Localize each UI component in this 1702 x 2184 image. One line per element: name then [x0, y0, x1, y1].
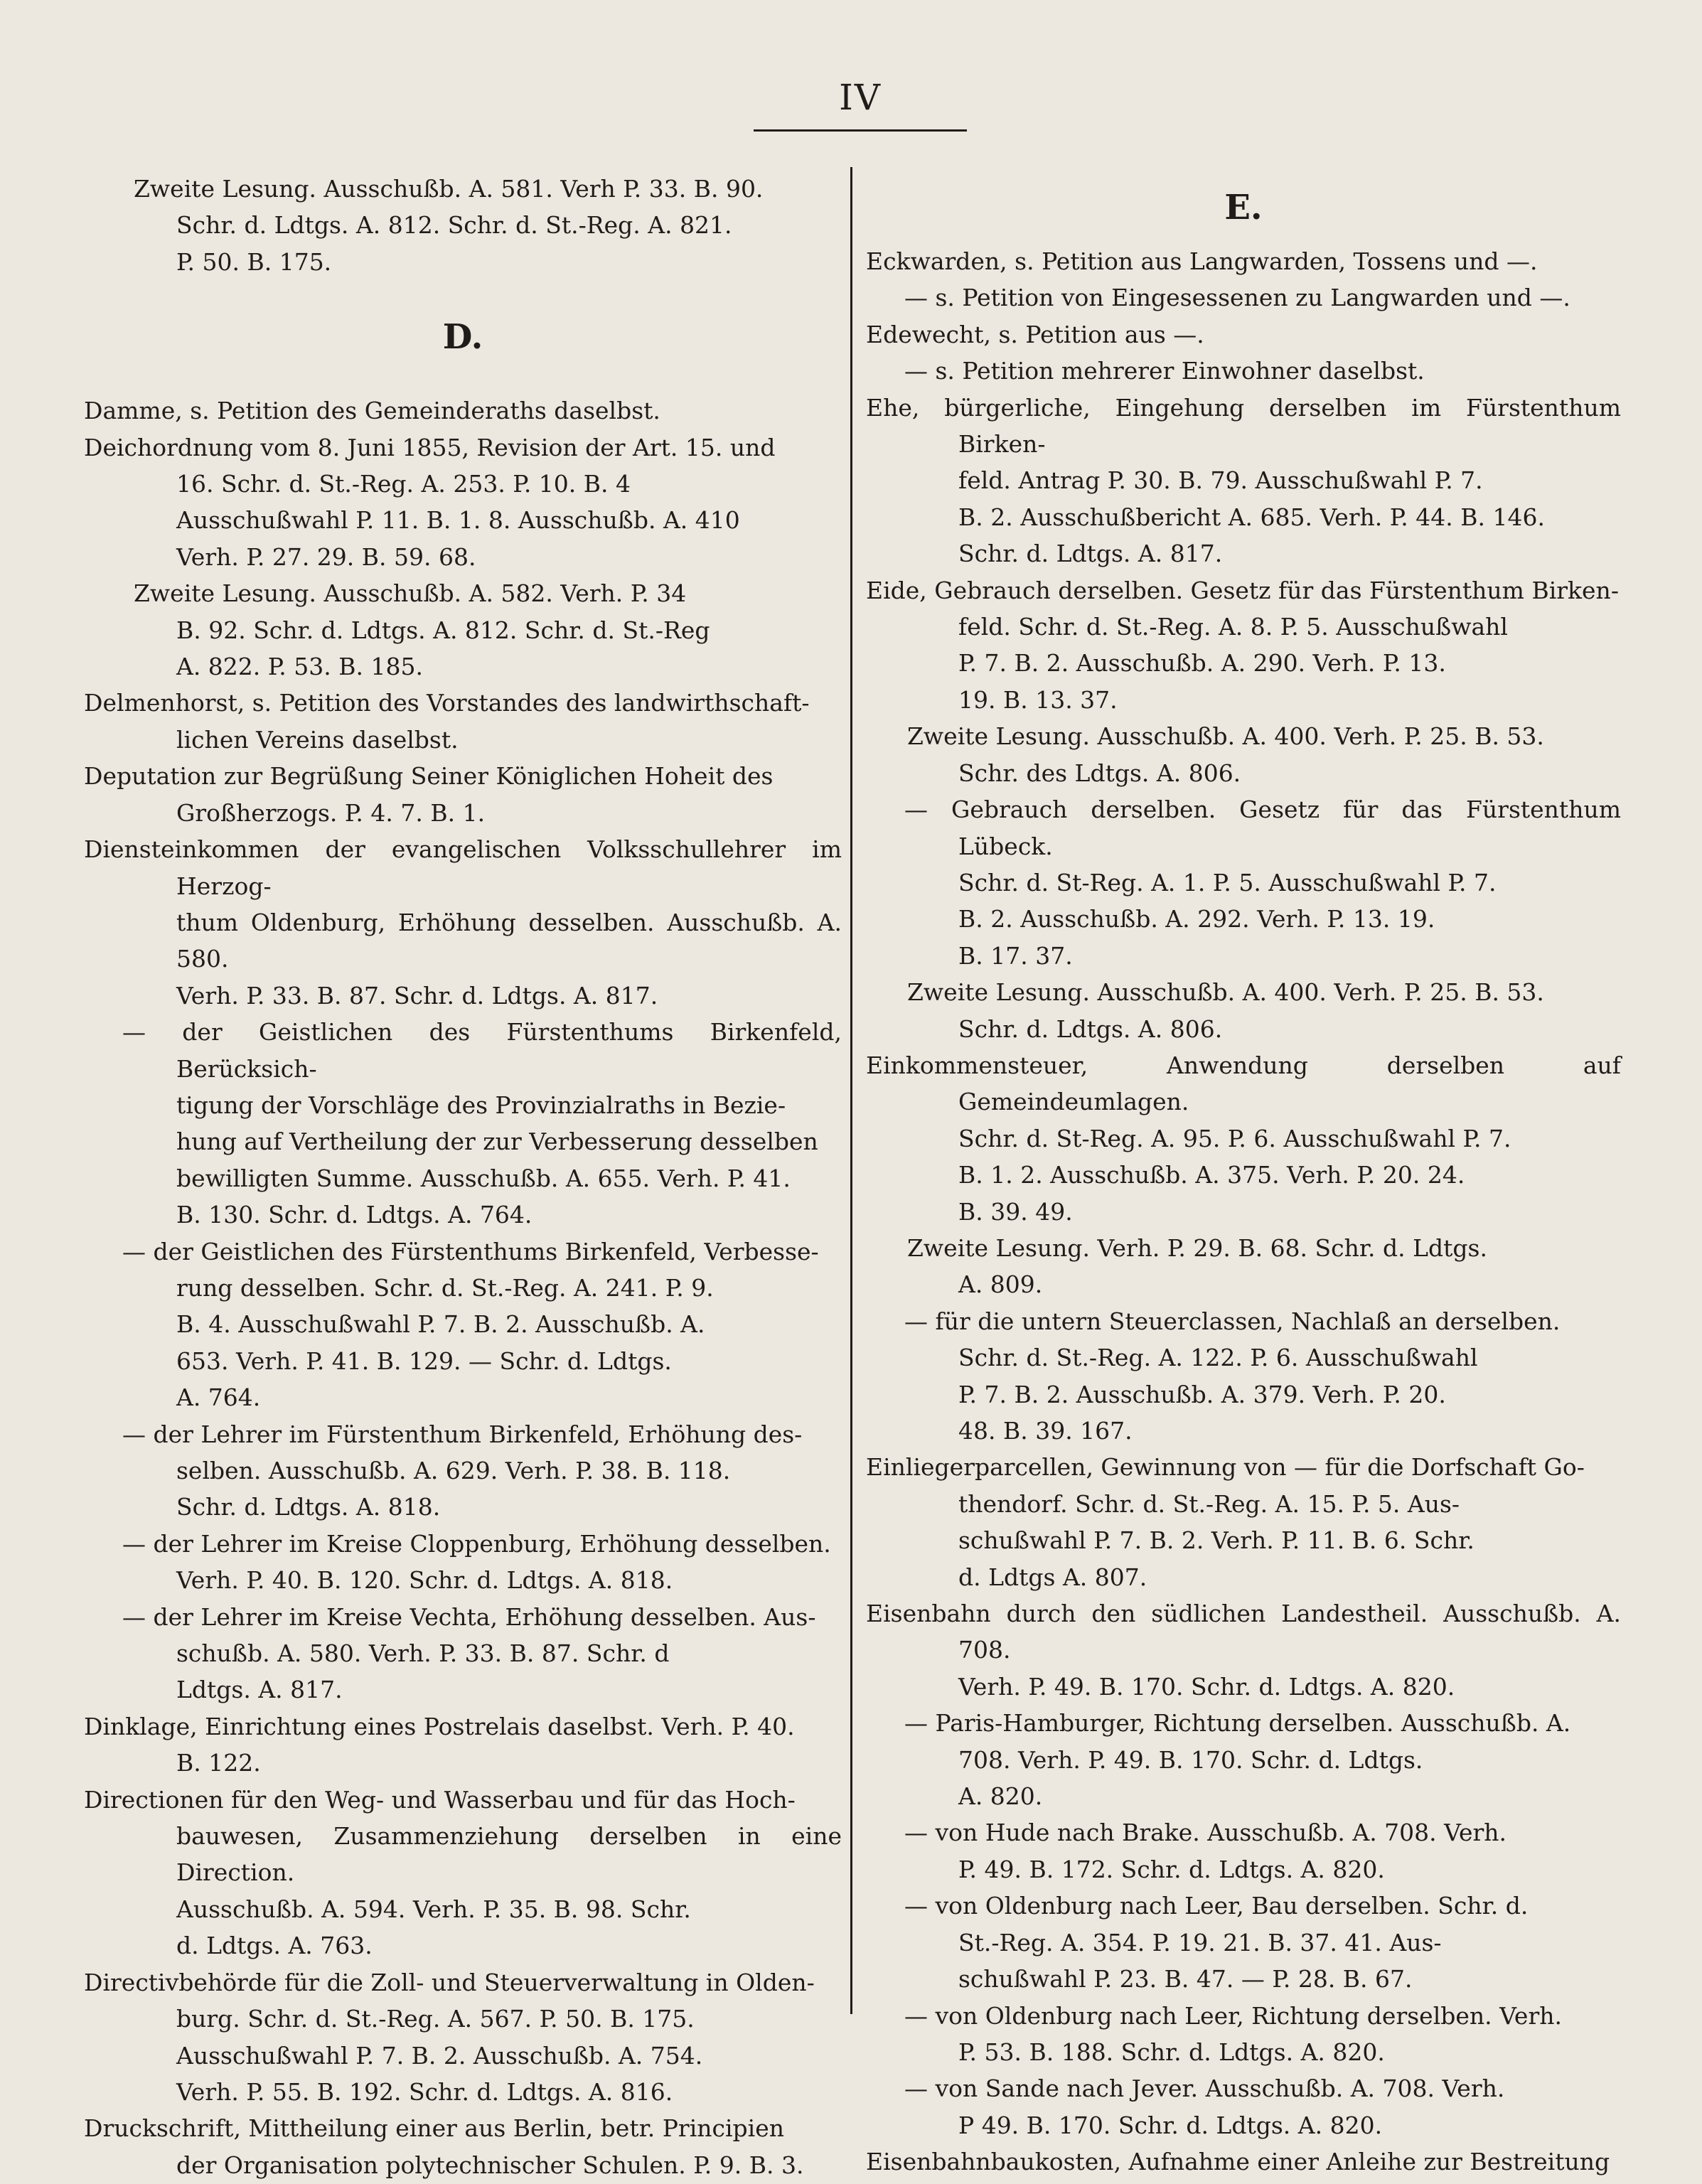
index-entry: Ehe, bürgerliche, Eingehung derselben im Fürstenthum Birken- feld. Antrag P. 30. B. 79. Ausschußwahl P. 7. B. 2. Ausschußbericht A. 685. Verh. P. 44. B. 146. Schr. d. Ldtgs. A. 817. [866, 393, 1621, 568]
index-entry: — der Lehrer im Fürstenthum Birkenfeld, Erhöhung des- selben. Ausschußb. A. 629. Verh. P. 38. B. 118. Schr. d. Ldtgs. A. 818. [122, 1420, 803, 1521]
index-entry: Druckschrift, Mittheilung einer aus Berlin, betr. Principien der Organisation polytechnischer Schulen. P. 9. B. 3. [84, 2114, 804, 2179]
section-letter: D. [442, 317, 483, 358]
index-entry: Deputation zur Begrüßung Seiner Königlichen Hoheit des Großherzogs. P. 4. 7. B. 1. [84, 762, 774, 827]
index-entry: Zweite Lesung. Ausschußb. A. 581. Verh P. 33. B. 90. Schr. d. Ldtgs. A. 812. Schr. d. St.-Reg. A. 821. P. 50. B. 175. [134, 175, 764, 276]
index-entry: Diensteinkommen der evangelischen Volksschullehrer im Herzog- thum Oldenburg, Erhöhung desselben. Ausschußb. A. 580. Verh. P. 33. B. 87. Schr. d. Ldtgs. A. 817. [84, 835, 842, 1010]
index-entry: Eisenbahn durch den südlichen Landestheil. Ausschußb. A. 708. Verh. P. 49. B. 170. Schr. d. Ldtgs. A. 820. [866, 1600, 1621, 1701]
index-entry: Eisenbahnbaukosten, Aufnahme einer Anleihe zur Bestreitung [866, 2148, 1610, 2176]
index-entry: Directionen für den Weg- und Wasserbau und für das Hoch- bauwesen, Zusammenziehung derselben in eine Direction. Ausschußb. A. 594. Verh. P. 35. B. 98. Schr. d. Ldtgs. A. 763. [84, 1785, 842, 1960]
index-entry: — von Hude nach Brake. Ausschußb. A. 708. Verh. P. 49. B. 172. Schr. d. Ldtgs. A. 820. [904, 1819, 1506, 1883]
index-entry: — s. Petition von Eingesessenen zu Langwarden und —. [904, 284, 1570, 312]
index-entry: — der Lehrer im Kreise Cloppenburg, Erhöhung desselben. Verh. P. 40. B. 120. Schr. d. Ldtgs. A. 818. [122, 1529, 831, 1595]
column-divider [850, 167, 852, 2014]
index-entry: — der Lehrer im Kreise Vechta, Erhöhung desselben. Aus- schußb. A. 580. Verh. P. 33. B. 87. Schr. d Ldtgs. A. 817. [122, 1602, 816, 1704]
index-entry: — der Geistlichen des Fürstenthums Birkenfeld, Berücksich- tigung der Vorschläge des Provinzialraths in Bezie- hung auf Vertheilung der zur Verbesserung desselben bewilligten Summe. Ausschußb. A. 655. Verh. P. 41. B. 130. Schr. d. Ldtgs. A. 764. [122, 1018, 842, 1229]
index-entry: — von Oldenburg nach Leer, Bau derselben. Schr. d. St.-Reg. A. 354. P. 19. 21. B. 37. 41. Aus- schußwahl P. 23. B. 47. — P. 28. B. 67. [904, 1892, 1529, 1993]
index-entry: Einkommensteuer, Anwendung derselben auf Gemeindeumlagen. Schr. d. St-Reg. A. 95. P. 6. Ausschußwahl P. 7. B. 1. 2. Ausschußb. A. 375. Verh. P. 20. 24. B. 39. 49. [866, 1051, 1621, 1226]
index-entry: Zweite Lesung. Verh. P. 29. B. 68. Schr. d. Ldtgs. A. 809. [907, 1233, 1487, 1299]
index-entry: Delmenhorst, s. Petition des Vorstandes des landwirthschaft- lichen Vereins daselbst. [84, 689, 810, 754]
index-entry: Einliegerparcellen, Gewinnung von — für die Dorfschaft Go- thendorf. Schr. d. St.-Reg. A. 15. P. 5. Aus- schußwahl P. 7. B. 2. Verh. P. 11. B. 6. Schr. d. Ldtgs A. 807. [866, 1453, 1585, 1591]
index-entry: Zweite Lesung. Ausschußb. A. 582. Verh. P. 34 B. 92. Schr. d. Ldtgs. A. 812. Schr. d. St.-Reg A. 822. P. 53. B. 185. [134, 579, 710, 681]
index-entry: — Paris-Hamburger, Richtung derselben. Ausschußb. A. 708. Verh. P. 49. B. 170. Schr. d. Ldtgs. A. 820. [904, 1709, 1571, 1811]
page-number-rule [754, 129, 967, 132]
index-entry: — von Sande nach Jever. Ausschußb. A. 708. Verh. P 49. B. 170. Schr. d. Ldtgs. A. 820. [904, 2075, 1505, 2139]
index-entry: Damme, s. Petition des Gemeinderaths daselbst. [84, 397, 660, 425]
index-entry: Deichordnung vom 8. Juni 1855, Revision der Art. 15. und 16. Schr. d. St.-Reg. A. 253. P. 10. B. 4 Ausschußwahl P. 11. B. 1. 8. Ausschußb. A. 410 Verh. P. 27. 29. B. 59. 68. [84, 433, 776, 571]
left-column [84, 171, 842, 2183]
index-entry: Eide, Gebrauch derselben. Gesetz für das Fürstenthum Birken- feld. Schr. d. St.-Reg. A. 8. P. 5. Ausschußwahl P. 7. B. 2. Ausschußb. A. 290. Verh. P. 13. 19. B. 13. 37. [866, 576, 1619, 714]
index-entry: — der Geistlichen des Fürstenthums Birkenfeld, Verbesse- rung desselben. Schr. d. St.-Reg. A. 241. P. 9. B. 4. Ausschußwahl P. 7. B. 2. Ausschußb. A. 653. Verh. P. 41. B. 129. — Schr. d. Ldtgs. A. 764. [122, 1237, 819, 1412]
right-column [866, 171, 1621, 2180]
index-entry: Zweite Lesung. Ausschußb. A. 400. Verh. P. 25. B. 53. Schr. d. Ldtgs. A. 806. [907, 978, 1544, 1043]
index-entry: Dinklage, Einrichtung eines Postrelais daselbst. Verh. P. 40. B. 122. [84, 1712, 795, 1777]
index-entry: — für die untern Steuerclassen, Nachlaß an derselben. Schr. d. St.-Reg. A. 122. P. 6. Ausschußwahl P. 7. B. 2. Ausschußb. A. 379. Verh. P. 20. 48. B. 39. 167. [904, 1307, 1561, 1445]
index-entry: Eckwarden, s. Petition aus Langwarden, Tossens und —. [866, 247, 1538, 275]
index-entry: — s. Petition mehrerer Einwohner daselbst. [904, 357, 1425, 385]
index-entry: — Gebrauch derselben. Gesetz für das Fürstenthum Lübeck. Schr. d. St-Reg. A. 1. P. 5. Ausschußwahl P. 7. B. 2. Ausschußb. A. 292. Verh. P. 13. 19. B. 17. 37. [904, 796, 1621, 970]
index-entry: Edewecht, s. Petition aus —. [866, 320, 1204, 348]
index-entry: Zweite Lesung. Ausschußb. A. 400. Verh. P. 25. B. 53. Schr. des Ldtgs. A. 806. [907, 722, 1544, 787]
page-number: IV [839, 77, 882, 118]
index-entry: Directivbehörde für die Zoll- und Steuerverwaltung in Olden- burg. Schr. d. St.-Reg. A. 567. P. 50. B. 175. Ausschußwahl P. 7. B. 2. Ausschußb. A. 754. Verh. P. 55. B. 192. Schr. d. Ldtgs. A. 816. [84, 1968, 815, 2106]
index-entry: — von Oldenburg nach Leer, Richtung derselben. Verh. P. 53. B. 188. Schr. d. Ldtgs. A. 820. [904, 2001, 1562, 2066]
section-letter: E. [1224, 188, 1263, 228]
